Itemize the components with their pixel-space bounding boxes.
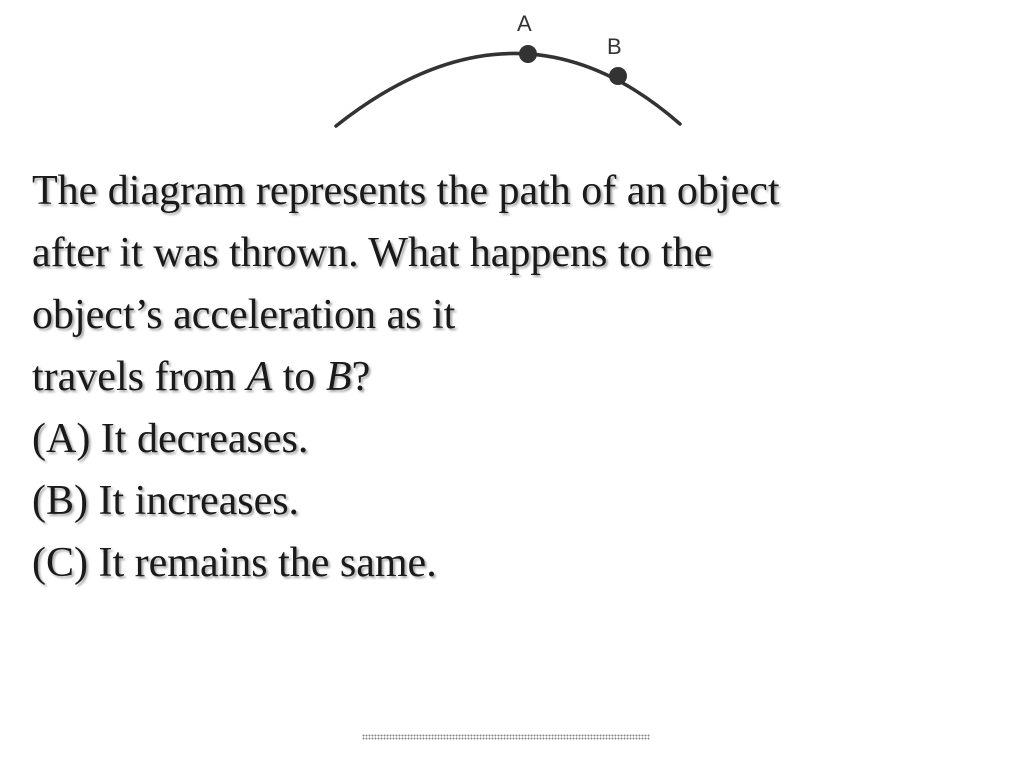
- footer-dotted-strip: [362, 734, 650, 740]
- question-line-4-mid: to: [272, 354, 326, 400]
- question-line-4: [32, 346, 992, 408]
- trajectory-arc: [336, 53, 680, 126]
- point-b-label: B: [607, 34, 622, 59]
- point-b-marker: [609, 67, 627, 85]
- point-b-ref: B: [325, 354, 352, 400]
- point-a-marker: [519, 45, 537, 63]
- question-line-3: object’s acceleration as it: [32, 292, 456, 338]
- question-line-4-post: ?: [351, 354, 371, 400]
- choice-a: (A) It decreases.: [32, 416, 309, 462]
- question-text: [32, 160, 992, 594]
- choice-c: (C) It remains the same.: [32, 540, 437, 586]
- question-line-2: after it was thrown. What happens to the: [32, 230, 713, 276]
- point-a-ref: A: [246, 354, 273, 400]
- trajectory-diagram: [0, 0, 1024, 140]
- point-a-label: A: [517, 11, 532, 36]
- question-line-1: The diagram represents the path of an object: [32, 168, 780, 214]
- question-line-4-pre: travels from: [32, 354, 247, 400]
- choice-b: (B) It increases.: [32, 478, 300, 524]
